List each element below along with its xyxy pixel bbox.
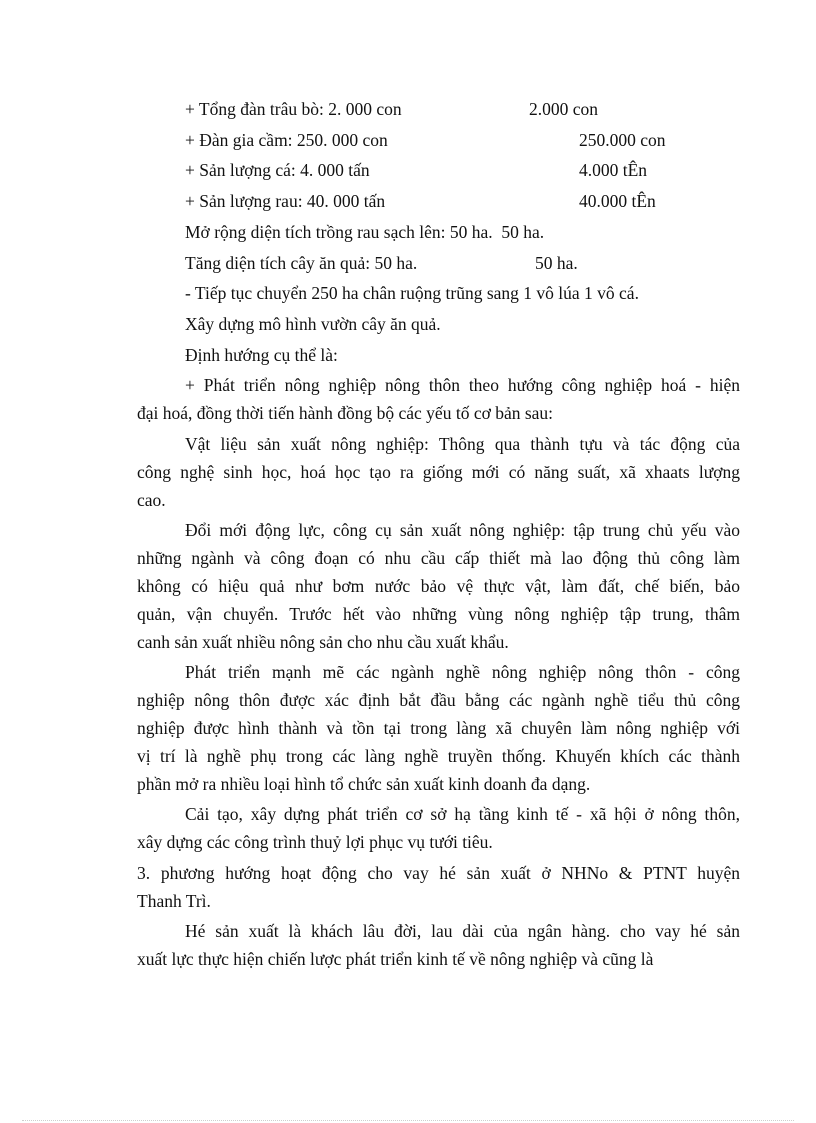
stat-vegetable-value: 40.000 tÊn	[579, 191, 656, 211]
paragraph-line: Hé sản xuất là khách lâu đời, lau dài của ngân hàng. cho vay hé sản	[185, 921, 740, 941]
paragraph-line: Phát triển mạnh mẽ các ngành nghề nông nghiệp nông thôn - công	[185, 662, 740, 682]
area-clean-vegetable-value: 50 ha.	[501, 222, 545, 242]
stat-fish-label: + Sản lượng cá: 4. 000 tấn	[185, 160, 370, 180]
paragraph-line: công nghệ sinh học, hoá học tạo ra giống mới có năng suất, xã xhaats lượng	[137, 462, 740, 482]
paragraph-line: đại hoá, đồng thời tiến hành đồng bộ các yếu tố cơ bản sau:	[137, 403, 554, 423]
page-bottom-divider	[22, 1120, 794, 1121]
paragraph-line: Vật liệu sản xuất nông nghiệp: Thông qua thành tựu và tác động của	[185, 434, 740, 454]
stat-poultry-label: + Đàn gia cầm: 250. 000 con	[185, 130, 388, 150]
paragraph-line: canh sản xuất nhiều nông sản cho nhu cầu xuất khẩu.	[137, 632, 509, 652]
paragraph-line: xây dựng các công trình thuỷ lợi phục vụ tưới tiêu.	[137, 832, 493, 852]
stat-cattle-label: + Tổng đàn trâu bò: 2. 000 con	[185, 99, 402, 119]
paragraph-line: + Phát triển nông nghiệp nông thôn theo hướng công nghiệp hoá - hiện	[185, 375, 740, 395]
area-fruit-tree-value: 50 ha.	[535, 253, 578, 273]
paragraph-line: vị trí là nghề phụ trong các làng nghề truyền thống. Khuyến khích các thành	[137, 746, 740, 766]
paragraph-line: cao.	[137, 490, 166, 510]
area-fruit-tree-label: Tăng diện tích cây ăn quả: 50 ha.	[185, 253, 418, 273]
stat-fish-value: 4.000 tÊn	[579, 160, 648, 180]
stat-cattle-value: 2.000 con	[529, 99, 599, 119]
text-line: - Tiếp tục chuyển 250 ha chân ruộng trũng sang 1 vô lúa 1 vô cá.	[185, 283, 639, 303]
paragraph-line: Đổi mới động lực, công cụ sản xuất nông nghiệp: tập trung chủ yếu vào	[185, 520, 740, 540]
stat-vegetable-label: + Sản lượng rau: 40. 000 tấn	[185, 191, 386, 211]
text-line: Định hướng cụ thể là:	[185, 345, 338, 365]
area-clean-vegetable-label: Mở rộng diện tích trồng rau sạch lên: 50 ha.	[185, 222, 493, 242]
paragraph-line: nghiệp nông thôn được xác định bắt đầu bằng các ngành nghề tiểu thủ công	[137, 690, 740, 710]
section-heading: Thanh Trì.	[137, 891, 211, 911]
paragraph-line: không có hiệu quả như bơm nước bảo vệ thực vật, làm đất, chế biến, bảo	[137, 576, 740, 596]
paragraph-line: xuất lực thực hiện chiến lược phát triển kinh tế về nông nghiệp và cũng là	[137, 949, 654, 969]
area-clean-vegetable	[185, 221, 544, 243]
paragraph-line: quản, vận chuyển. Trước hết vào những vùng nông nghiệp tập trung, thâm	[137, 604, 740, 624]
paragraph-line: phần mở ra nhiều loại hình tổ chức sản xuất kinh doanh đa dạng.	[137, 774, 591, 794]
section-heading: 3. phương hướng hoạt động cho vay hé sản xuất ở NHNo & PTNT huyện	[137, 863, 740, 883]
text-line: Xây dựng mô hình vườn cây ăn quả.	[185, 314, 441, 334]
paragraph-line: Cải tạo, xây dựng phát triển cơ sở hạ tầng kinh tế - xã hội ở nông thôn,	[185, 804, 740, 824]
stat-poultry-value: 250.000 con	[579, 130, 666, 150]
paragraph-line: những ngành và công đoạn có nhu cầu cấp thiết mà lao động thủ công làm	[137, 548, 740, 568]
paragraph-line: nghiệp được hình thành và tồn tại trong làng xã chuyên làm nông nghiệp với	[137, 718, 740, 738]
